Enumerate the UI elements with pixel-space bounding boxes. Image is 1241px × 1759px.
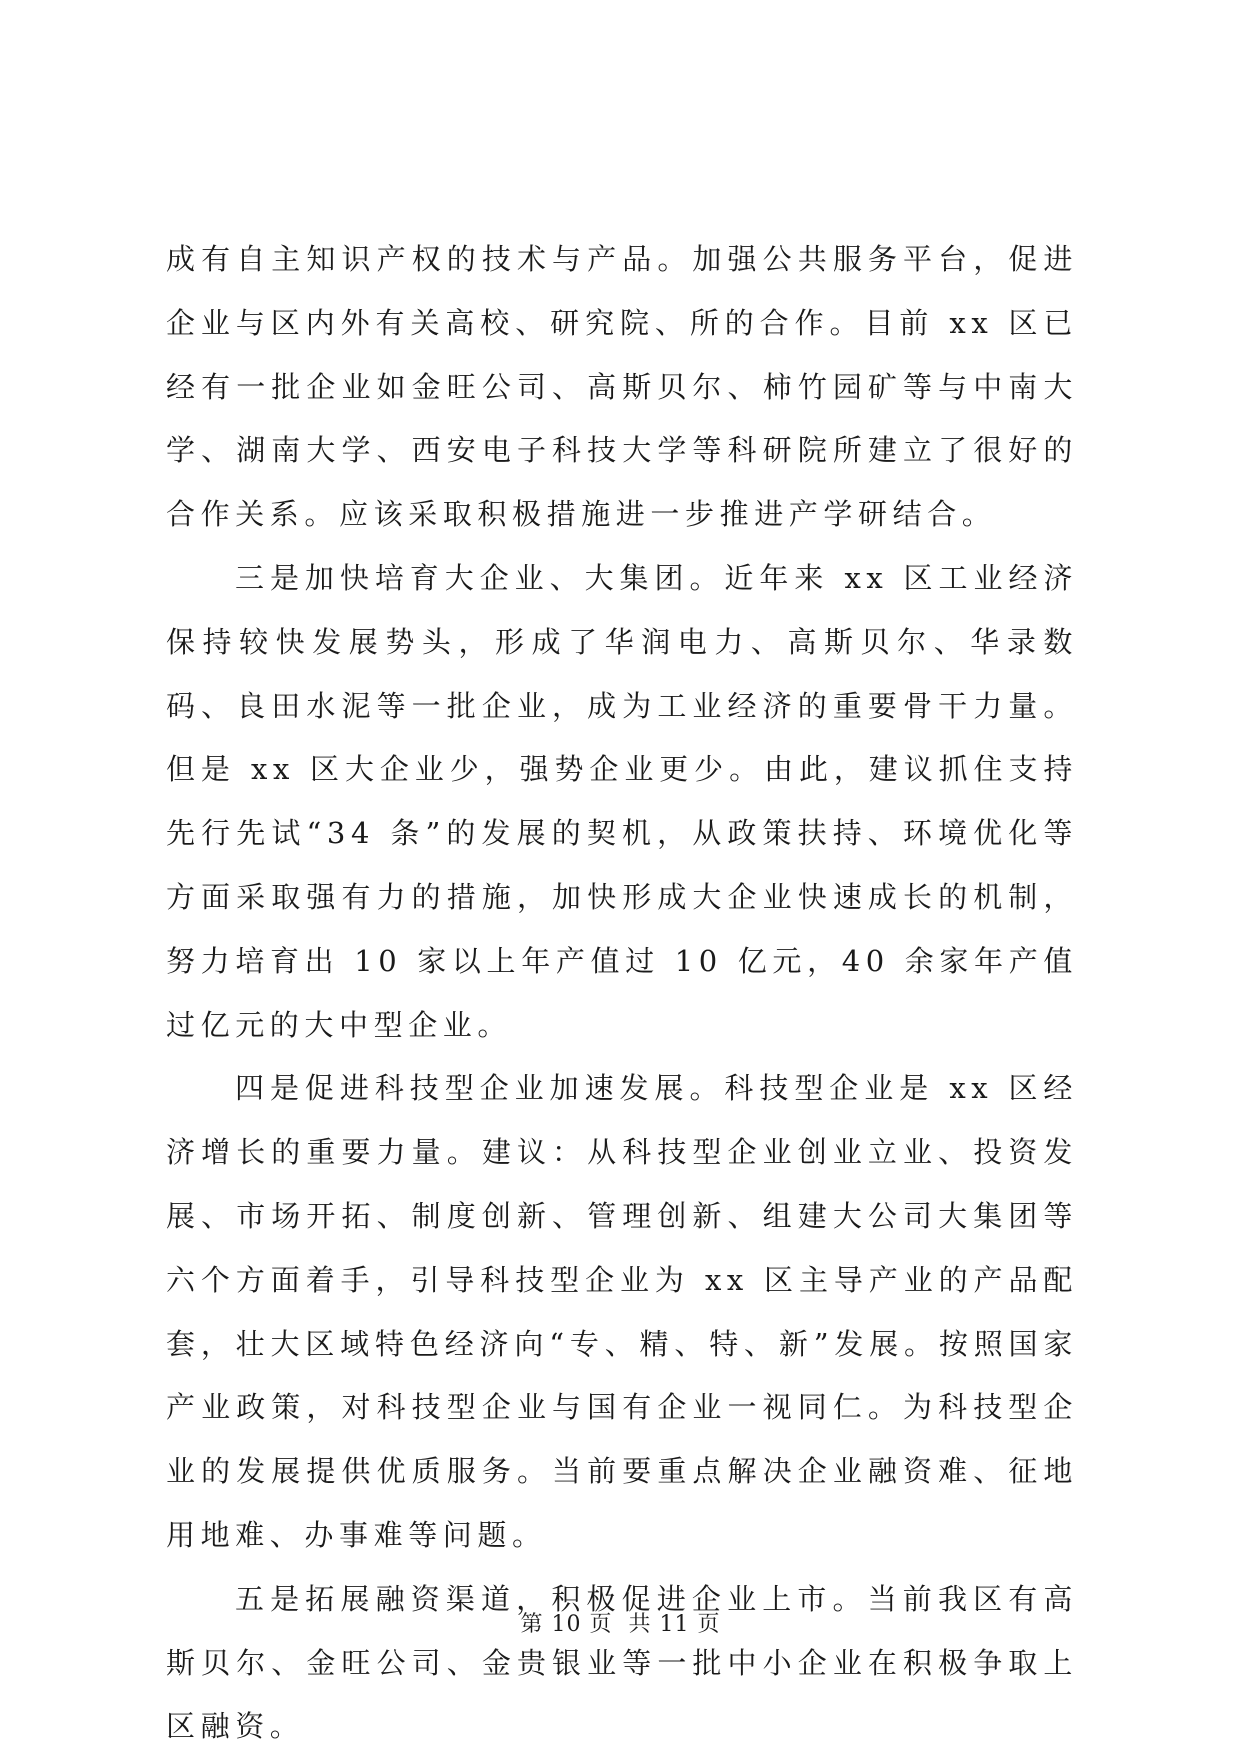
paragraph-financing-channels: 五是拓展融资渠道，积极促进企业上市。当前我区有高斯贝尔、金旺公司、金贵银业等一批中小企业在积极争取上区融资。 xyxy=(166,1581,1078,1744)
page-number-label: 第 10 页 共 11 页 xyxy=(520,1612,721,1637)
page-footer xyxy=(0,1610,1241,1640)
document-body xyxy=(166,228,1078,1759)
paragraph-continuation: 成有自主知识产权的技术与产品。加强公共服务平台，促进企业与区内外有关高校、研究院、所的合作。目前 xx 区已经有一批企业如金旺公司、高斯贝尔、柿竹园矿等与中南大学、湖南大学、西安电子科技大学等科研院所建立了很好的合作关系。应该采取积极措施进一步推进产学研结合。 xyxy=(166,242,1078,532)
paragraph-large-enterprises: 三是加快培育大企业、大集团。近年来 xx 区工业经济保持较快发展势头，形成了华润电力、高斯贝尔、华录数码、良田水泥等一批企业，成为工业经济的重要骨干力量。但是 xx 区大企业少，强势企业更少。由此，建议抓住支持先行先试“34 条”的发展的契机，从政策扶持、环境优化等方面采取强有力的措施，加快形成大企业快速成长的机制，努力培育出 10 家以上年产值过 10 亿元，40 余家年产值过亿元的大中型企业。 xyxy=(166,560,1078,1042)
paragraph-tech-enterprises: 四是促进科技型企业加速发展。科技型企业是 xx 区经济增长的重要力量。建议：从科技型企业创业立业、投资发展、市场开拓、制度创新、管理创新、组建大公司大集团等六个方面着手，引导科技型企业为 xx 区主导产业的产品配套，壮大区域特色经济向“专、精、特、新”发展。按照国家产业政策，对科技型企业与国有企业一视同仁。为科技型企业的发展提供优质服务。当前要重点解决企业融资难、征地用地难、办事难等问题。 xyxy=(166,1071,1078,1552)
